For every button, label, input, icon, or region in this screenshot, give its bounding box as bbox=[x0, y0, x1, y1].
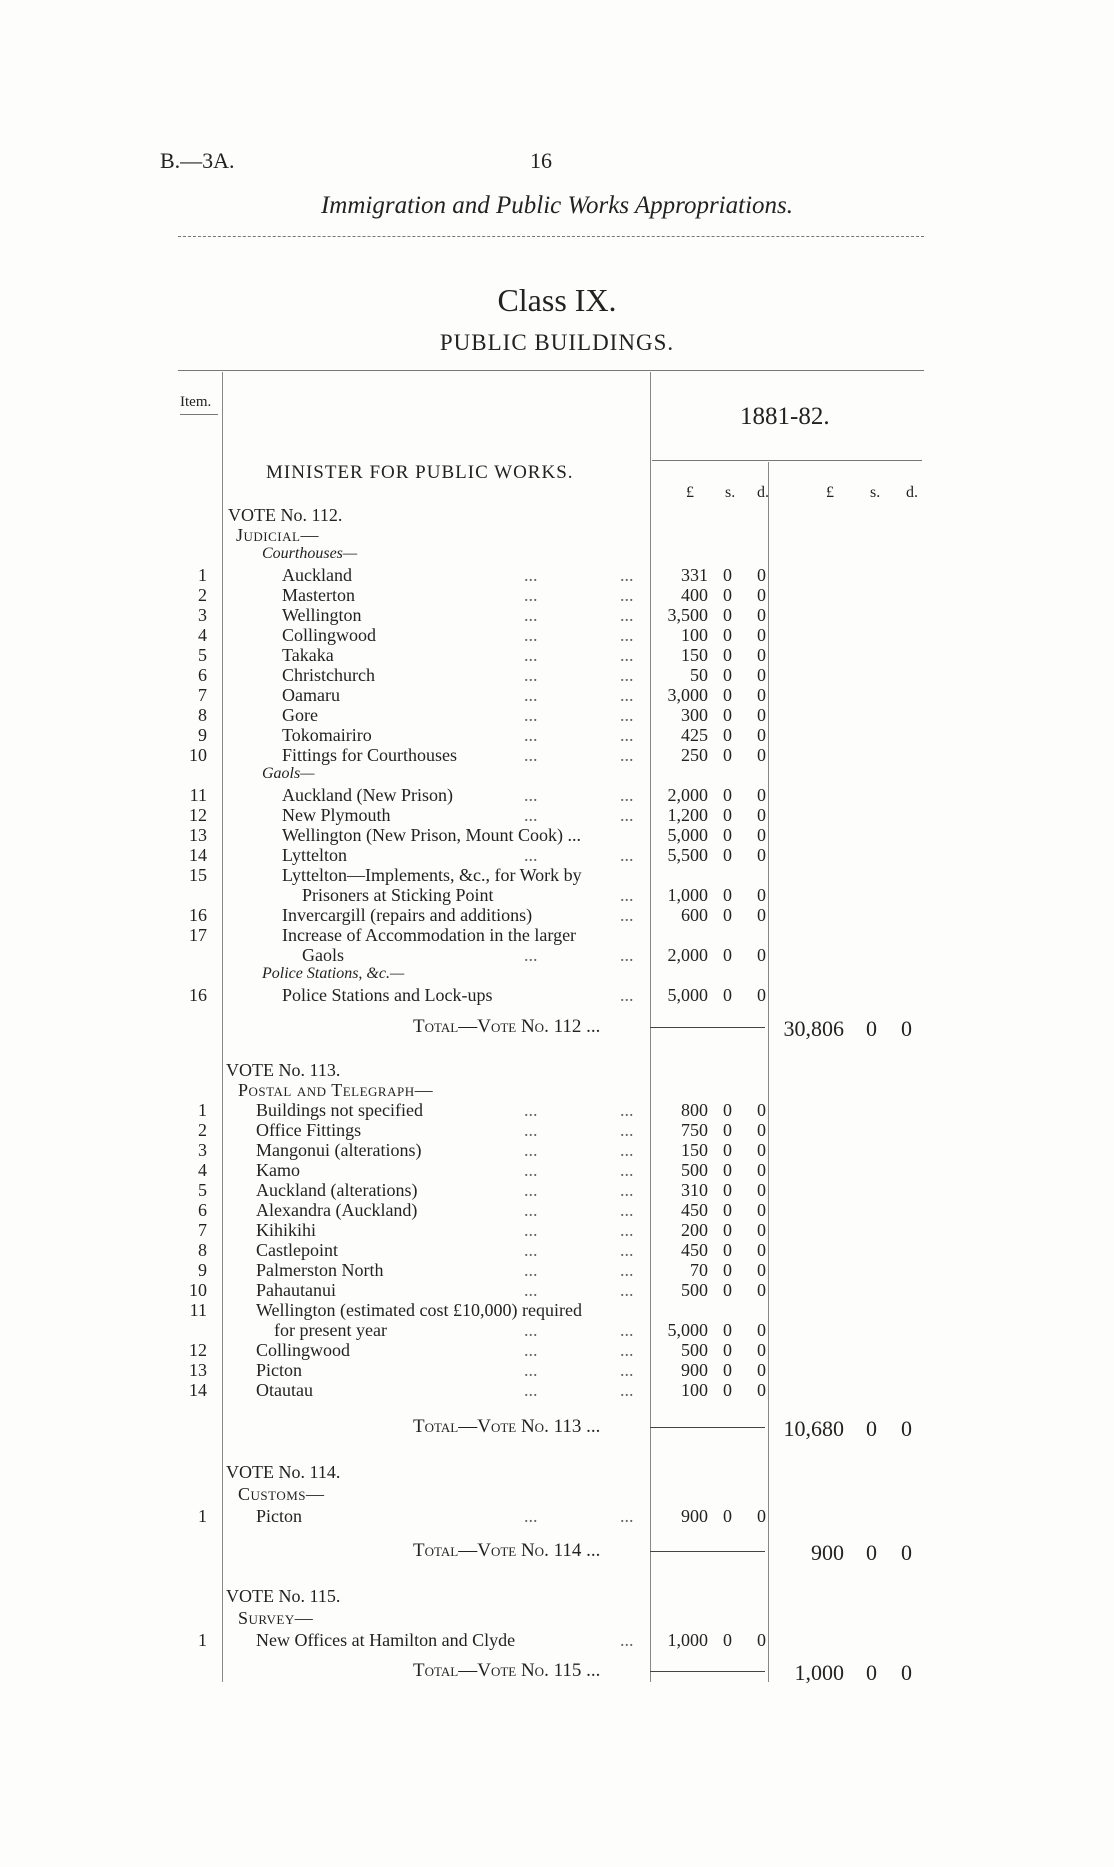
police-stations-subheading: Police Stations, &c.— bbox=[262, 965, 405, 982]
gaols-subheading: Gaols— bbox=[262, 765, 315, 782]
table-row: 3 Wellington ... ... 3,500 0 0 bbox=[198, 605, 766, 625]
vote-113-section: Postal and Telegraph— bbox=[238, 1080, 434, 1100]
table-row: 14 Otautau ... ... 100 0 0 bbox=[189, 1380, 766, 1400]
table-row: 1 Auckland ... ... 331 0 0 bbox=[198, 565, 766, 585]
vote-112-title: VOTE No. 112. bbox=[228, 505, 343, 525]
total-dash bbox=[650, 1027, 765, 1028]
table-row: 15 Lyttelton—Implements, &c., for Work by bbox=[189, 865, 582, 885]
table-row: 4 Kamo ... ... 500 0 0 bbox=[198, 1160, 766, 1180]
year-header-rule bbox=[652, 460, 922, 461]
pence-header: d. bbox=[757, 484, 769, 501]
table-top-rule bbox=[178, 370, 924, 371]
table-row: 7 Oamaru ... ... 3,000 0 0 bbox=[198, 685, 766, 705]
table-row: 10 Pahautanui ... ... 500 0 0 bbox=[189, 1280, 766, 1300]
table-row: 5 Takaka ... ... 150 0 0 bbox=[198, 645, 766, 665]
table-row: 10 Fittings for Courthouses ... ... 250 0 0 bbox=[189, 745, 766, 765]
section-title: PUBLIC BUILDINGS. bbox=[439, 330, 675, 355]
vote-112-section: Judicial— bbox=[236, 525, 319, 545]
table-row: 9 Tokomairiro ... ... 425 0 0 bbox=[198, 725, 766, 745]
page-title: Immigration and Public Works Appropriations. bbox=[320, 192, 793, 219]
item-column-header: Item. bbox=[180, 394, 212, 410]
header-divider bbox=[178, 236, 924, 237]
minister-heading: MINISTER FOR PUBLIC WORKS. bbox=[266, 462, 574, 483]
vote-115-section: Survey— bbox=[238, 1608, 314, 1628]
table-row: 13 Picton ... ... 900 0 0 bbox=[189, 1360, 766, 1380]
table-row-continuation: Gaols ... ... 2,000 0 0 bbox=[302, 945, 766, 965]
pounds-header: £ bbox=[686, 484, 694, 501]
table-row: 4 Collingwood ... ... 100 0 0 bbox=[198, 625, 766, 645]
total-pounds-header: £ bbox=[826, 484, 834, 501]
table-row: 16 Invercargill (repairs and additions) ... 600 0 0 bbox=[189, 905, 766, 925]
item-header-rule bbox=[180, 414, 218, 415]
table-row: 17 Increase of Accommodation in the larger bbox=[189, 925, 577, 945]
table-row: 12 Collingwood ... ... 500 0 0 bbox=[189, 1340, 766, 1360]
vote-114-section: Customs— bbox=[238, 1484, 325, 1504]
year-header: 1881-82. bbox=[740, 403, 830, 430]
total-dash bbox=[650, 1551, 765, 1552]
table-row: 1 Picton ... ... 900 0 0 bbox=[198, 1506, 766, 1526]
total-dash bbox=[650, 1427, 765, 1428]
table-row: 7 Kihikihi ... ... 200 0 0 bbox=[198, 1220, 766, 1240]
class-title: Class IX. bbox=[497, 282, 617, 318]
table-row: 9 Palmerston North ... ... 70 0 0 bbox=[198, 1260, 766, 1280]
shillings-header: s. bbox=[725, 484, 736, 501]
page-number: 16 bbox=[530, 148, 552, 173]
courthouses-subheading: Courthouses— bbox=[262, 545, 358, 562]
total-dash bbox=[650, 1671, 765, 1672]
table-row: 3 Mangonui (alterations) ... ... 150 0 0 bbox=[198, 1140, 766, 1160]
table-row: 11 Auckland (New Prison) ... ... 2,000 0 0 bbox=[189, 785, 766, 805]
table-row: 12 New Plymouth ... ... 1,200 0 0 bbox=[189, 805, 766, 825]
table-row: 13 Wellington (New Prison, Mount Cook) ... 5,000 0 0 bbox=[189, 825, 766, 845]
total-shillings-header: s. bbox=[870, 484, 881, 501]
table-row: 14 Lyttelton ... ... 5,500 0 0 bbox=[189, 845, 766, 865]
table-row: 2 Office Fittings ... ... 750 0 0 bbox=[198, 1120, 766, 1140]
table-row: 1 Buildings not specified ... ... 800 0 0 bbox=[198, 1100, 766, 1120]
table-row: 11 Wellington (estimated cost £10,000) required bbox=[189, 1300, 582, 1320]
table-row: 6 Christchurch ... ... 50 0 0 bbox=[198, 665, 766, 685]
table-row-continuation: for present year ... ... 5,000 0 0 bbox=[274, 1320, 766, 1340]
vote-115-title: VOTE No. 115. bbox=[226, 1586, 341, 1606]
table-row: 2 Masterton ... ... 400 0 0 bbox=[198, 585, 766, 605]
table-row: 16 Police Stations and Lock-ups ... 5,000 0 0 bbox=[189, 985, 766, 1005]
table-row: 6 Alexandra (Auckland) ... ... 450 0 0 bbox=[198, 1200, 766, 1220]
vote-114-title: VOTE No. 114. bbox=[226, 1462, 341, 1482]
table-row: 5 Auckland (alterations) ... ... 310 0 0 bbox=[198, 1180, 766, 1200]
table-row: 1 New Offices at Hamilton and Clyde ... 1,000 0 0 bbox=[198, 1630, 766, 1650]
total-pence-header: d. bbox=[906, 484, 918, 501]
table-row: 8 Gore ... ... 300 0 0 bbox=[198, 705, 766, 725]
table-row-continuation: Prisoners at Sticking Point ... 1,000 0 0 bbox=[302, 885, 766, 905]
table-row: 8 Castlepoint ... ... 450 0 0 bbox=[198, 1240, 766, 1260]
document-reference: B.—3A. bbox=[160, 148, 235, 173]
vote-113-title: VOTE No. 113. bbox=[226, 1060, 341, 1080]
